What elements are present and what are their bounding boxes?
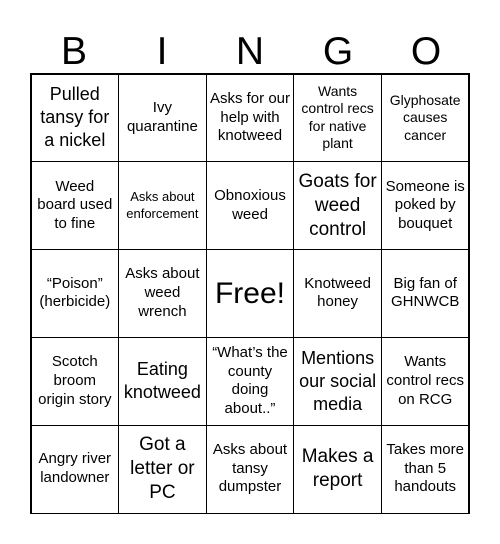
bingo-cell-r3c1[interactable]: “Poison” (herbicide) bbox=[31, 249, 120, 338]
bingo-cell-r4c5[interactable]: Wants control recs on RCG bbox=[381, 337, 470, 426]
bingo-cell-r5c5[interactable]: Takes more than 5 handouts bbox=[381, 425, 470, 514]
bingo-cell-free[interactable]: Free! bbox=[206, 249, 295, 338]
bingo-cell-r1c5[interactable]: Glyphosate causes cancer bbox=[381, 74, 470, 163]
bingo-cell-r2c4[interactable]: Goats for weed control bbox=[293, 161, 382, 250]
header-letter-n: N bbox=[235, 30, 265, 73]
bingo-cell-r2c2[interactable]: Asks about enforcement bbox=[118, 161, 207, 250]
header-letter-o: O bbox=[410, 30, 442, 73]
bingo-cell-r1c4[interactable]: Wants control recs for native plant bbox=[293, 74, 382, 163]
bingo-cell-r5c4[interactable]: Makes a report bbox=[293, 425, 382, 514]
bingo-cell-r4c4[interactable]: Mentions our social media bbox=[293, 337, 382, 426]
bingo-cell-r3c5[interactable]: Big fan of GHNWCB bbox=[381, 249, 470, 338]
bingo-cell-r4c3[interactable]: “What’s the county doing about..” bbox=[206, 337, 295, 426]
bingo-cell-r2c3[interactable]: Obnoxious weed bbox=[206, 161, 295, 250]
bingo-header bbox=[30, 30, 470, 74]
header-letter-b: B bbox=[60, 30, 87, 73]
bingo-board bbox=[30, 73, 470, 514]
bingo-cell-r1c2[interactable]: Ivy quarantine bbox=[118, 74, 207, 163]
bingo-cell-r1c3[interactable]: Asks for our help with knotweed bbox=[206, 74, 295, 163]
bingo-cell-r3c2[interactable]: Asks about weed wrench bbox=[118, 249, 207, 338]
bingo-cell-r2c1[interactable]: Weed board used to fine bbox=[31, 161, 120, 250]
bingo-cell-r4c2[interactable]: Eating knotweed bbox=[118, 337, 207, 426]
bingo-cell-r5c3[interactable]: Asks about tansy dumpster bbox=[206, 425, 295, 514]
header-letter-g: G bbox=[322, 30, 354, 73]
bingo-cell-r5c1[interactable]: Angry river landowner bbox=[31, 425, 120, 514]
bingo-cell-r5c2[interactable]: Got a letter or PC bbox=[118, 425, 207, 514]
bingo-cell-r2c5[interactable]: Someone is poked by bouquet bbox=[381, 161, 470, 250]
bingo-cell-r1c1[interactable]: Pulled tansy for a nickel bbox=[31, 74, 120, 163]
bingo-cell-r4c1[interactable]: Scotch broom origin story bbox=[31, 337, 120, 426]
header-letter-i: I bbox=[156, 30, 168, 73]
bingo-cell-r3c4[interactable]: Knotweed honey bbox=[293, 249, 382, 338]
